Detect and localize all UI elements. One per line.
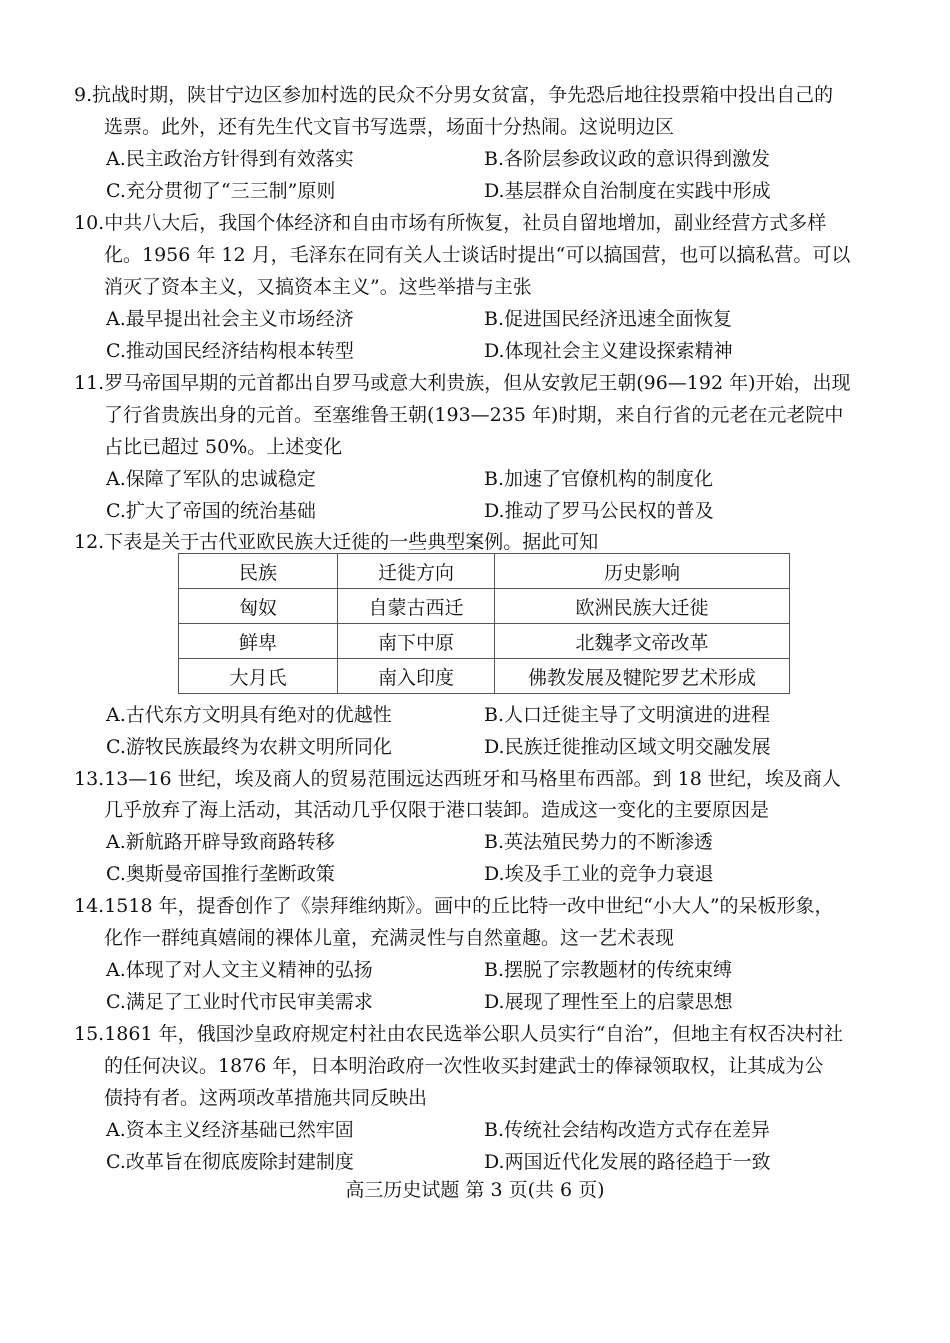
q13-option-c: C.奥斯曼帝国推行垄断政策 bbox=[106, 863, 335, 885]
table-row bbox=[179, 589, 790, 624]
page-footer: 高三历史试题 第 3 页(共 6 页) bbox=[345, 1179, 605, 1201]
q13-option-b: B.英法殖民势力的不断渗透 bbox=[484, 831, 714, 853]
table-header-cell: 民族 bbox=[179, 554, 338, 589]
q10-option-c: C.推动国民经济结构根本转型 bbox=[106, 340, 354, 362]
q13-stem-line-1: 13.13—16 世纪，埃及商人的贸易范围远达西班牙和马格里布西部。到 18 世纪，埃及商人 bbox=[74, 768, 841, 790]
q10-stem-line-1: 10.中共八大后，我国个体经济和自由市场有所恢复，社员自留地增加，副业经营方式多样 bbox=[74, 212, 827, 234]
q10-stem-line-3: 消灭了资本主义，又搞资本主义”。这些举措与主张 bbox=[104, 276, 532, 298]
table-header-cell: 迁徙方向 bbox=[338, 554, 495, 589]
q14-option-b: B.摆脱了宗教题材的传统束缚 bbox=[484, 959, 733, 981]
table-cell: 匈奴 bbox=[179, 589, 338, 624]
q13-stem-line-2: 几乎放弃了海上活动，其活动几乎仅限于港口装卸。造成这一变化的主要原因是 bbox=[104, 799, 770, 821]
table-cell: 鲜卑 bbox=[179, 624, 338, 659]
table-cell: 北魏孝文帝改革 bbox=[495, 624, 790, 659]
table-cell: 佛教发展及犍陀罗艺术形成 bbox=[495, 659, 790, 694]
q12-option-d: D.民族迁徙推动区域文明交融发展 bbox=[484, 736, 771, 758]
q9-option-a: A.民主政治方针得到有效落实 bbox=[106, 148, 354, 170]
q13-option-a: A.新航路开辟导致商路转移 bbox=[106, 831, 335, 853]
table-header-row bbox=[179, 554, 790, 589]
q11-option-b: B.加速了官僚机构的制度化 bbox=[484, 468, 714, 490]
migration-table bbox=[178, 553, 790, 694]
q10-option-d: D.体现社会主义建设探索精神 bbox=[484, 340, 733, 362]
q9-stem-line-2: 选票。此外，还有先生代文盲书写选票，场面十分热闹。这说明边区 bbox=[104, 116, 675, 138]
q14-stem-line-1: 14.1518 年，提香创作了《崇拜维纳斯》。画中的丘比特一改中世纪“小大人”的呆板形象， bbox=[74, 895, 834, 917]
q10-option-a: A.最早提出社会主义市场经济 bbox=[106, 308, 354, 330]
q13-option-d: D.埃及手工业的竞争力衰退 bbox=[484, 863, 714, 885]
table-cell: 南入印度 bbox=[338, 659, 495, 694]
q11-stem-line-3: 占比已超过 50%。上述变化 bbox=[104, 436, 343, 458]
table-header-cell: 历史影响 bbox=[495, 554, 790, 589]
q15-stem-line-3: 债持有者。这两项改革措施共同反映出 bbox=[104, 1087, 428, 1109]
q14-option-a: A.体现了对人文主义精神的弘扬 bbox=[106, 959, 373, 981]
q9-option-c: C.充分贯彻了“三三制”原则 bbox=[106, 180, 336, 202]
table-cell: 南下中原 bbox=[338, 624, 495, 659]
table-cell: 大月氏 bbox=[179, 659, 338, 694]
q12-stem-line-1: 12.下表是关于古代亚欧民族大迁徙的一些典型案例。据此可知 bbox=[74, 531, 599, 553]
q12-option-a: A.古代东方文明具有绝对的优越性 bbox=[106, 704, 392, 726]
q9-option-d: D.基层群众自治制度在实践中形成 bbox=[484, 180, 771, 202]
q12-option-b: B.人口迁徙主导了文明演进的进程 bbox=[484, 704, 771, 726]
q10-stem-line-2: 化。1956 年 12 月，毛泽东在同有关人士谈话时提出“可以搞国营，也可以搞私营。可以 bbox=[104, 244, 851, 266]
q11-option-d: D.推动了罗马公民权的普及 bbox=[484, 500, 714, 522]
table-cell: 欧洲民族大迁徙 bbox=[495, 589, 790, 624]
q15-option-c: C.改革旨在彻底废除封建制度 bbox=[106, 1151, 354, 1173]
q11-stem-line-1: 11.罗马帝国早期的元首都出自罗马或意大利贵族，但从安敦尼王朝(96—192 年)开始，出现 bbox=[74, 372, 851, 394]
q14-stem-line-2: 化作一群纯真嬉闹的裸体儿童，充满灵性与自然童趣。这一艺术表现 bbox=[104, 927, 675, 949]
q9-option-b: B.各阶层参政议政的意识得到激发 bbox=[484, 148, 771, 170]
q15-stem-line-1: 15.1861 年，俄国沙皇政府规定村社由农民选举公职人员实行“自治”，但地主有权否决村社 bbox=[74, 1023, 844, 1045]
q15-option-a: A.资本主义经济基础已然牢固 bbox=[106, 1119, 354, 1141]
q11-option-a: A.保障了军队的忠诚稳定 bbox=[106, 468, 316, 490]
table-cell: 自蒙古西迁 bbox=[338, 589, 495, 624]
table-row bbox=[179, 624, 790, 659]
q10-option-b: B.促进国民经济迅速全面恢复 bbox=[484, 308, 733, 330]
table-row bbox=[179, 659, 790, 694]
q11-option-c: C.扩大了帝国的统治基础 bbox=[106, 500, 316, 522]
q15-stem-line-2: 的任何决议。1876 年，日本明治政府一次性收买封建武士的俸禄领取权，让其成为公 bbox=[104, 1055, 824, 1077]
q11-stem-line-2: 了行省贵族出身的元首。至塞维鲁王朝(193—235 年)时期，来自行省的元老在元老院中 bbox=[104, 404, 844, 426]
q12-option-c: C.游牧民族最终为农耕文明所同化 bbox=[106, 736, 392, 758]
q14-option-c: C.满足了工业时代市民审美需求 bbox=[106, 991, 373, 1013]
q15-option-b: B.传统社会结构改造方式存在差异 bbox=[484, 1119, 771, 1141]
q9-stem-line-1: 9.抗战时期，陕甘宁边区参加村选的民众不分男女贫富，争先恐后地往投票箱中投出自己的 bbox=[74, 84, 834, 106]
q15-option-d: D.两国近代化发展的路径趋于一致 bbox=[484, 1151, 771, 1173]
q14-option-d: D.展现了理性至上的启蒙思想 bbox=[484, 991, 733, 1013]
